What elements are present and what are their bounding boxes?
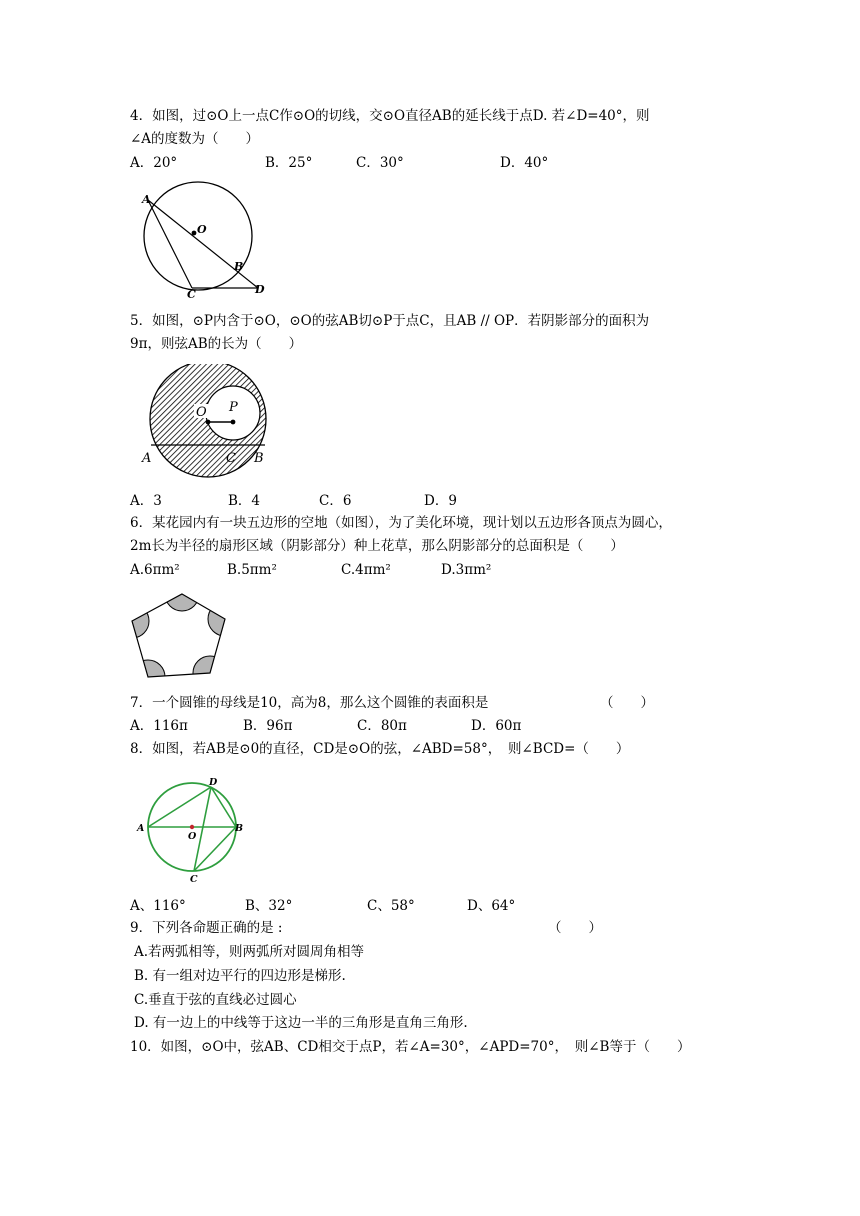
q5-label-a: A [142,451,152,466]
q5-label-p: P [229,400,238,415]
q4-option-c: C．30° [356,155,404,171]
q5-label-o: O [196,405,207,420]
q8-option-b: B、32° [245,898,293,914]
q6-option-c: C.4πm² [341,562,391,578]
q7-option-a: A．116π [130,718,188,734]
q4-option-b: B．25° [265,155,313,171]
q6-pentagon-figure [128,589,230,685]
q4-label-a: A [142,193,151,206]
q4-label-d: D [255,283,265,296]
q5-shaded-circle-figure [138,364,278,482]
q6-option-d: D.3πm² [441,562,492,578]
q7-option-d: D．60π [471,718,522,734]
q8-label-o: O [188,831,197,842]
q4-label-b: B [234,260,244,273]
q8-option-a: A、116° [130,898,186,914]
q8-option-c: C、58° [367,898,415,914]
q6-option-b: B.5πm² [227,562,277,578]
q4-text-line2: ∠A的度数为（ ） [130,131,260,147]
q7-text-line1: 7．一个圆锥的母线是10，高为8，那么这个圆锥的表面积是 [130,695,489,711]
q9-text-line1: 9．下列各命题正确的是 : [130,920,283,936]
q5-label-b: B [254,451,264,466]
q8-label-b: B [235,823,244,834]
q5-text-line2: 9π，则弦AB的长为（ ） [130,336,303,352]
q5-option-b: B．4 [228,493,261,509]
q9-choice-b: B. 有一组对边平行的四边形是梯形. [134,968,346,984]
q8-label-a: A [137,823,145,834]
q4-label-c: C [187,288,196,300]
q4-circle-figure [130,176,270,300]
q4-option-a: A．20° [130,155,178,171]
q10-text-line1: 10．如图，⊙O中，弦AB、CD相交于点P，若∠A=30°，∠APD=70°， 则∠B等于（ ） [130,1039,691,1055]
q5-text-line1: 5．如图，⊙P内含于⊙O，⊙O的弦AB切⊙P于点C，且AB // OP．若阴影部分的面积为 [130,313,650,329]
q9-choice-a: A.若两弧相等，则两弧所对圆周角相等 [134,944,365,960]
q7-answer-paren: （ ） [600,695,654,711]
q4-option-d: D．40° [500,155,549,171]
q6-text-line1: 6．某花园内有一块五边形的空地（如图），为了美化环境，现计划以五边形各顶点为圆心， [130,515,672,531]
q7-option-b: B．96π [243,718,293,734]
q8-option-d: D、64° [467,898,516,914]
q8-circle-figure [134,772,246,884]
q5-option-d: D．9 [424,493,457,509]
q9-answer-paren: （ ） [548,920,602,936]
q7-option-c: C．80π [357,718,407,734]
q6-text-line2: 2m长为半径的扇形区域（阴影部分）种上花草，那么阴影部分的总面积是（ ） [130,538,624,554]
q6-option-a: A.6πm² [130,562,180,578]
q8-label-c: C [190,874,198,884]
q9-choice-d: D. 有一边上的中线等于这边一半的三角形是直角三角形. [134,1015,468,1031]
q4-label-o: O [197,223,207,236]
q5-label-c: C [226,451,236,466]
q5-option-c: C．6 [319,493,352,509]
q8-text-line1: 8．如图，若AB是⊙0的直径，CD是⊙O的弦，∠ABD=58°， 则∠BCD=（ ） [130,741,630,757]
q8-label-d: D [209,777,218,788]
q9-choice-c: C.垂直于弦的直线必过圆心 [134,992,297,1008]
q4-text-line1: 4．如图，过⊙O上一点C作⊙O的切线，交⊙O直径AB的延长线于点D. 若∠D=40°，则 [130,108,650,124]
q5-option-a: A．3 [130,493,162,509]
